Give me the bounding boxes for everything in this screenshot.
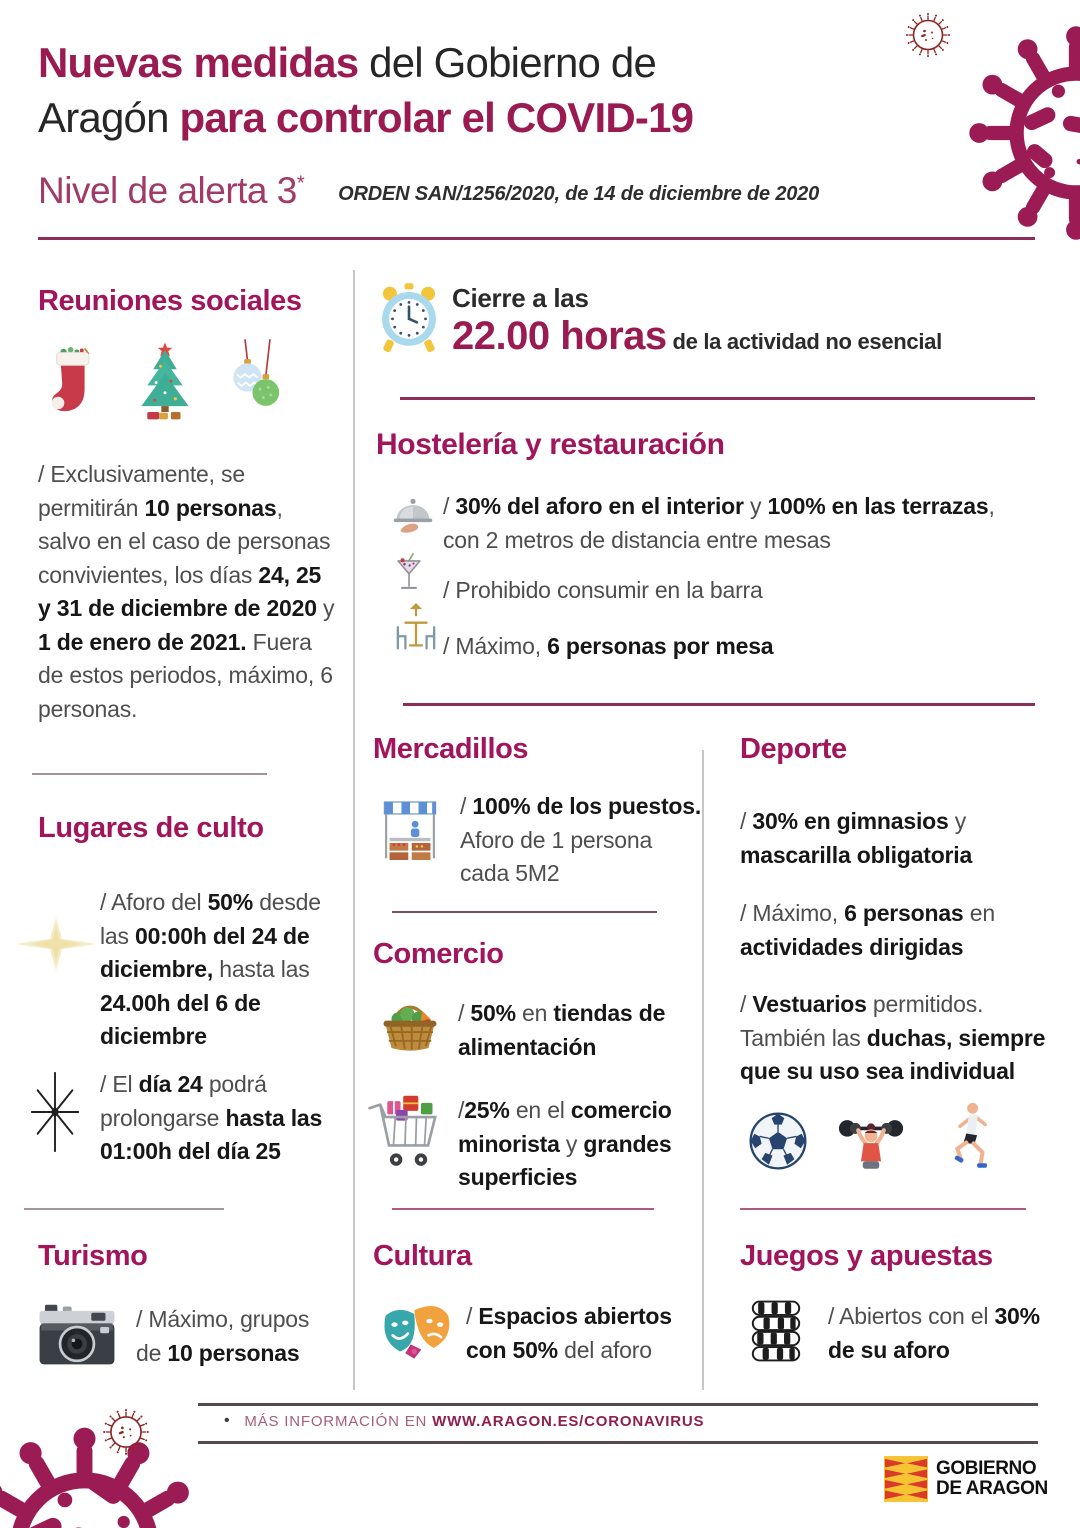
footer-info-url: WWW.ARAGON.ES/CORONAVIRUS	[432, 1412, 705, 1430]
cocktail-icon	[394, 552, 424, 602]
hosteleria-item: / 30% del aforo en el interior y 100% en las terrazas, con 2 metros de distancia entre mesas	[443, 493, 995, 553]
section-heading-reuniones: Reuniones sociales	[38, 285, 302, 317]
mercadillos-item: / 100% de los puestos. Aforo de 1 persona cada 5M2	[460, 793, 702, 887]
section-heading-cultura: Cultura	[373, 1240, 472, 1272]
section-heading-juegos: Juegos y apuestas	[740, 1240, 993, 1272]
serving-dish-icon	[390, 492, 436, 536]
terrace-table-icon	[388, 600, 444, 662]
page-title	[38, 36, 918, 145]
logo-text: GOBIERNO DE ARAGON	[936, 1458, 1048, 1499]
glowing-star-icon	[14, 916, 98, 972]
gobierno-aragon-logo	[884, 1456, 1048, 1502]
section-heading-comercio: Comercio	[373, 938, 504, 970]
section-divider	[24, 1208, 224, 1210]
closure-rule	[400, 397, 1035, 400]
alert-level-row	[38, 170, 819, 212]
deporte-item: / Vestuarios permitidos. También las duchas, siempre que su uso sea individual	[740, 991, 1046, 1085]
market-stall-icon	[381, 798, 439, 864]
section-heading-hosteleria: Hostelería y restauración	[376, 428, 725, 461]
shopping-cart-icon	[366, 1090, 444, 1176]
christmas-tree-icon	[134, 332, 196, 430]
juegos-item: / Abiertos con el 30% de su aforo	[828, 1303, 1040, 1363]
cultura-item: / Espacios abiertos con 50% del aforo	[466, 1303, 672, 1363]
soccer-ball-icon	[747, 1110, 809, 1172]
comercio-item: / 50% en tiendas de alimentación	[458, 1000, 666, 1060]
order-reference: ORDEN SAN/1256/2020, de 14 de diciembre de 2020	[338, 183, 820, 205]
comercio-item: /25% en el comercio minorista y grandes superficies	[458, 1097, 672, 1191]
section-divider	[32, 773, 267, 775]
footer-rule-top	[198, 1403, 1038, 1406]
footer-bullet: •	[224, 1412, 231, 1429]
christmas-stocking-icon	[44, 334, 100, 430]
closure-intro: Cierre a las	[452, 283, 589, 313]
food-basket-icon	[378, 995, 442, 1055]
closure-rest: de la actividad no esencial	[666, 329, 942, 354]
section-divider	[392, 911, 657, 913]
closure-time: 22.00 horas	[452, 314, 667, 358]
hosteleria-rule	[403, 703, 1035, 706]
section-divider	[392, 1208, 654, 1210]
sparkle-star-icon	[26, 1062, 84, 1162]
deporte-item: / Máximo, 6 personas en actividades dirigidas	[740, 900, 995, 960]
aragon-flag-logo	[884, 1456, 928, 1502]
column-divider	[353, 270, 355, 1390]
christmas-ornaments-icon	[220, 336, 290, 424]
runner-icon	[942, 1100, 996, 1176]
alert-level: Nivel de alerta 3*	[38, 170, 305, 211]
lugares-item: / Aforo del 50% desde las 00:00h del 24 de diciembre, hasta las 24.00h del 6 de diciembre	[100, 889, 321, 1050]
title-accent-2: para controlar el COVID-19	[179, 93, 694, 141]
column-divider	[702, 750, 704, 1390]
alarm-clock-icon	[376, 278, 442, 358]
section-heading-lugares: Lugares de culto	[38, 812, 264, 844]
reuniones-text: / Exclusivamente, se permitirán 10 personas, salvo en el caso de personas convivientes, los días 24, 25 y 31 de diciembre de 2020 y 1 de enero de 2021. Fuera de estos periodos, máximo, 6 personas.	[38, 461, 335, 723]
title-plain-2: Aragón	[38, 93, 180, 141]
hosteleria-item: / Prohibido consumir en la barra	[443, 577, 763, 603]
section-heading-mercadillos: Mercadillos	[373, 733, 529, 765]
section-heading-turismo: Turismo	[38, 1240, 148, 1272]
hosteleria-item: / Máximo, 6 personas por mesa	[443, 633, 774, 659]
title-accent-1: Nuevas medidas	[38, 39, 359, 86]
footer-info	[224, 1412, 704, 1430]
coronavirus-icon	[100, 1406, 152, 1458]
closure-banner	[452, 283, 1037, 359]
camera-icon	[36, 1300, 118, 1370]
coronavirus-icon	[966, 23, 1080, 243]
section-heading-deporte: Deporte	[740, 733, 847, 765]
poker-chips-icon	[748, 1298, 804, 1364]
theater-masks-icon	[378, 1296, 454, 1364]
alert-asterisk: *	[296, 172, 305, 195]
header-rule	[38, 237, 1035, 240]
deporte-item: / 30% en gimnasios y mascarilla obligatoria	[740, 808, 973, 868]
footer-info-prefix: MÁS INFORMACIÓN EN	[244, 1412, 433, 1430]
lugares-item: / El día 24 podrá prolongarse hasta las 01:00h del día 25	[100, 1071, 323, 1165]
section-divider	[740, 1208, 1026, 1210]
footer-rule-bottom	[198, 1441, 1038, 1444]
weightlifter-icon	[838, 1108, 904, 1180]
title-plain-1: del Gobierno de	[358, 39, 657, 86]
turismo-item: / Máximo, grupos de 10 personas	[136, 1306, 310, 1366]
